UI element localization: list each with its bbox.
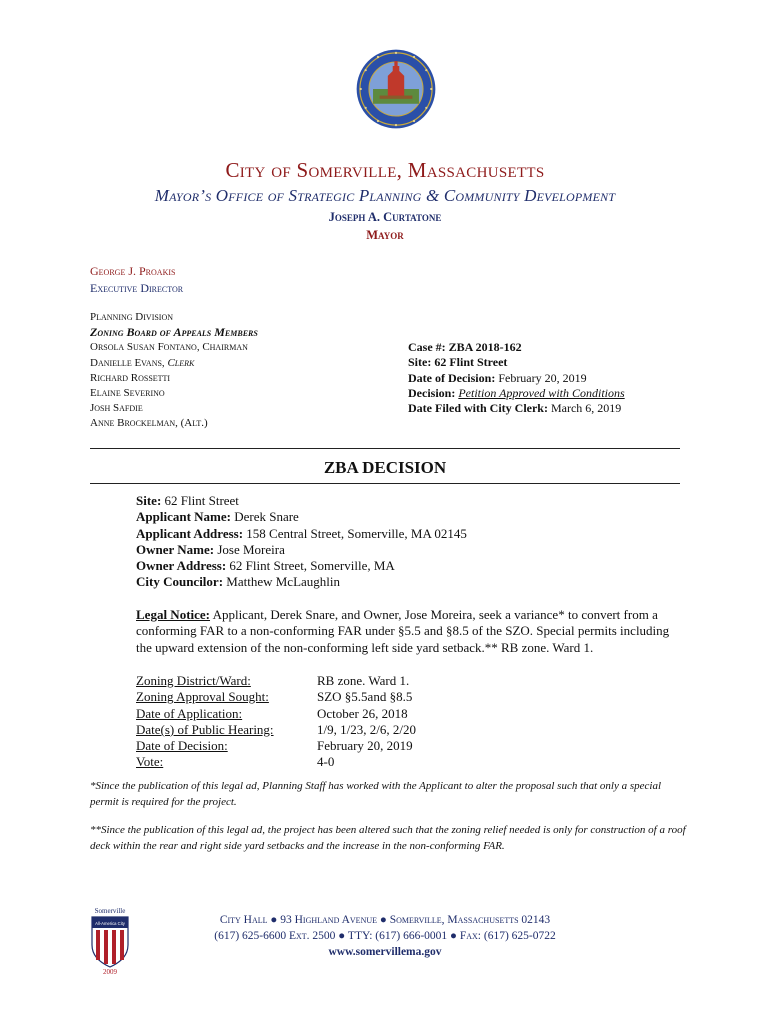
zoning-row: Zoning Approval Sought: SZO §5.5and §8.5 <box>136 689 413 705</box>
case-decision-date: Date of Decision: February 20, 2019 <box>408 370 587 385</box>
footnote-1: *Since the publication of this legal ad, Planning Staff has worked with the Applicant to alter the proposal such that only a special permit is required for the project. <box>90 780 662 808</box>
footer-website-link[interactable]: www.somervillema.gov <box>328 946 442 958</box>
detail-applicant-address: Applicant Address: 158 Central Street, Somerville, MA 02145 <box>136 525 467 541</box>
zoning-row: Date of Application: October 26, 2018 <box>136 705 408 721</box>
board-member: Orsola Susan Fontano, Chairman <box>90 341 248 354</box>
board-member: Anne Brockelman, (Alt.) <box>90 417 208 430</box>
logo-year-text: 2009 <box>103 968 117 975</box>
city-seal-icon <box>355 48 437 130</box>
detail-owner-address: Owner Address: 62 Flint Street, Somerville, MA <box>136 558 395 574</box>
zba-decision-title: ZBA DECISION <box>323 458 447 477</box>
case-number: Case #: ZBA 2018-162 <box>408 340 522 354</box>
detail-city-councilor: City Councilor: Matthew McLaughlin <box>136 574 341 590</box>
logo-city-text: Somerville <box>94 907 126 915</box>
zoning-row: Date(s) of Public Hearing: 1/9, 1/23, 2/6, 2/20 <box>136 721 416 737</box>
city-title: City of Somerville, Massachusetts <box>225 158 545 182</box>
board-member: Elaine Severino <box>90 387 165 400</box>
division-label: Planning Division <box>90 311 174 323</box>
office-title: Mayor’s Office of Strategic Planning & Community Development <box>154 186 616 205</box>
footer-phones: (617) 625-6600 Ext. 2500 ● TTY: (617) 666-0001 ● Fax: (617) 625-0722 <box>214 930 556 942</box>
board-member: Josh Safdie <box>90 402 143 415</box>
zoning-row: Vote: 4-0 <box>136 754 335 770</box>
clerk-label: Clerk <box>167 356 195 369</box>
zoning-row: Date of Decision: February 20, 2019 <box>136 738 413 754</box>
case-decision: Decision: Petition Approved with Conditions <box>408 385 625 400</box>
legal-notice-text: Applicant, Derek Snare, and Owner, Jose Moreira, seek a variance* to convert from a conforming FAR to a non-conforming FAR under §5.5 and §8.5 of the SZO. Special permits including the upward extension of the non-conforming left side yard setback.** RB zone. Ward 1. <box>136 607 670 655</box>
board-heading: Zoning Board of Appeals Members <box>90 325 258 340</box>
detail-applicant-name: Applicant Name: Derek Snare <box>136 509 299 525</box>
footnote-2: **Since the publication of this legal ad, the project has been altered such that the zoning relief needed is only for construction of a roof deck within the rear and right side yard setbacks and the increase in the non-conforming FAR. <box>90 824 686 852</box>
detail-site: Site: 62 Flint Street <box>136 493 239 508</box>
bottom-rule <box>90 483 680 484</box>
legal-notice <box>136 607 684 656</box>
case-filed-date: Date Filed with City Clerk: March 6, 2019 <box>408 401 622 416</box>
case-details <box>136 493 467 591</box>
detail-owner-name: Owner Name: Jose Moreira <box>136 541 285 557</box>
case-site: Site: 62 Flint Street <box>408 355 508 370</box>
zoning-row: Zoning District/Ward: RB zone. Ward 1. <box>136 673 410 688</box>
director-name: George J. Proakis <box>90 264 176 278</box>
board-member: Richard Rossetti <box>90 371 171 384</box>
board-member: Danielle Evans, Clerk <box>90 356 195 369</box>
legal-notice-label: Legal Notice: <box>136 607 211 622</box>
logo-all-america-text: All-America City <box>95 921 125 926</box>
board-members-block <box>90 310 258 432</box>
footer-address: City Hall ● 93 Highland Avenue ● Somerville, Massachusetts 02143 <box>219 914 551 926</box>
zoning-table <box>136 673 416 771</box>
case-info-block <box>408 340 625 416</box>
director-title: Executive Director <box>90 281 184 295</box>
mayor-title: Mayor <box>366 228 404 242</box>
mayor-name: Joseph A. Curtatone <box>328 210 442 224</box>
top-rule <box>90 448 680 449</box>
